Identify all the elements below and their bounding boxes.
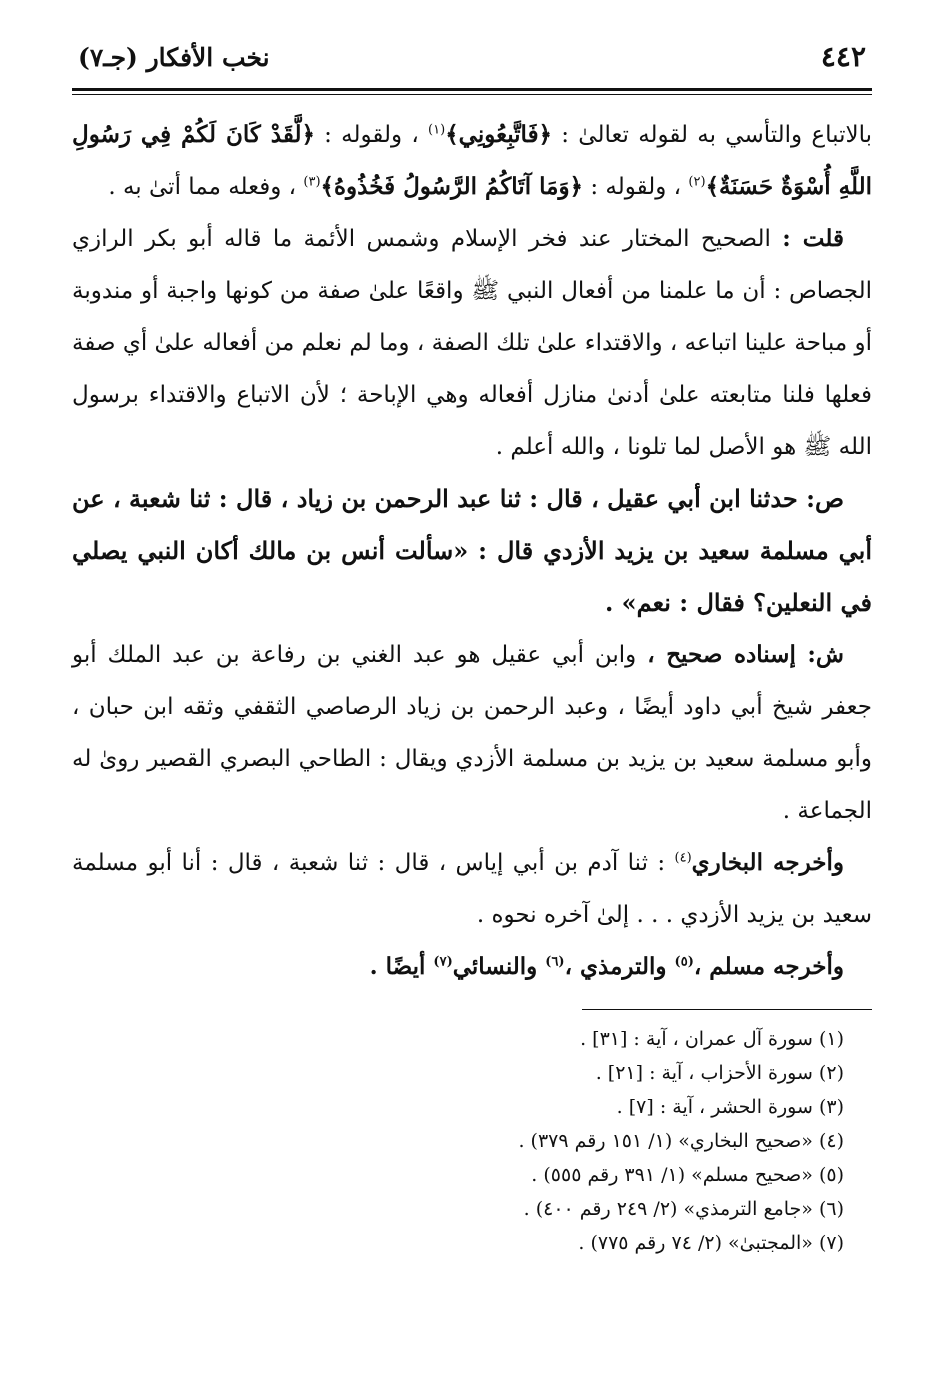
- paragraph-quran-citations: [72, 109, 872, 213]
- footnote-ref: (٥): [674, 954, 694, 970]
- paragraph-lead: ش: إسناده صحيح ،: [647, 641, 844, 668]
- footnote-ref: (٧): [433, 954, 453, 970]
- footnote: (٦) «جامع الترمذي» (٢/ ٢٤٩ رقم ٤٠٠) .: [523, 1198, 844, 1220]
- paragraph-isnad: [72, 629, 872, 837]
- hadith-text: ص: حدثنا ابن أبي عقيل ، قال : ثنا عبد الرحمن بن زياد ، قال : ثنا شعبة ، عن أبي مسلمة سعيد بن يزيد الأزدي قال : «سألت أنس بن مالك أكان النبي يصلي في النعلين؟ فقال : نعم» .: [72, 484, 872, 617]
- page-header: [72, 40, 872, 84]
- footnote: (٧) «المجتبىٰ» (٢/ ٧٤ رقم ٧٧٥) .: [578, 1232, 844, 1254]
- paragraph-lead: قلت :: [782, 225, 844, 252]
- footnote-ref: (٣): [303, 174, 321, 190]
- text-run: ، ولقوله :: [583, 174, 689, 200]
- footnote-ref: (٢): [688, 174, 706, 190]
- book-page: [72, 40, 872, 1260]
- footnote: (٢) سورة الأحزاب ، آية : [٢١] .: [595, 1062, 844, 1084]
- quran-verse: ﴿لَّقَدْ كَانَ لَكُمْ فِي رَسُولِ اللَّهِ أُسْوَةٌ حَسَنَةٌ﴾: [72, 121, 872, 200]
- text-run: والنسائي: [452, 953, 546, 980]
- footnote: (٤) «صحيح البخاري» (١/ ١٥١ رقم ٣٧٩) .: [518, 1130, 844, 1152]
- paragraph-hadith: [72, 473, 872, 629]
- header-rule-thick: [72, 88, 872, 91]
- main-text: [72, 109, 872, 993]
- footnote: (٥) «صحيح مسلم» (١/ ٣٩١ رقم ٥٥٥) .: [531, 1164, 844, 1186]
- text-run: والترمذي ،: [564, 953, 675, 980]
- footnote-separator: [582, 1009, 872, 1010]
- paragraph-bukhari: [72, 837, 872, 941]
- running-title: نخب الأفكار (جـ٧): [78, 43, 270, 72]
- quran-verse: ﴿وَمَا آتَاكُمُ الرَّسُولُ فَخُذُوهُ﴾: [320, 173, 584, 200]
- text-run: وابن أبي عقيل هو عبد الغني بن رفاعة بن عبد الملك أبو جعفر شيخ أبي داود أيضًا ، وعبد الرحمن بن زياد الرصاصي الثقفي وثقه ابن حبان ، وأبو مسلمة سعيد بن يزيد بن مسلمة الأزدي ويقال : الطاحي البصري القصير روىٰ له الجماعة .: [72, 642, 872, 824]
- text-run: ، ولقوله :: [314, 122, 429, 148]
- text-run: بالاتباع والتأسي به لقوله تعالىٰ :: [552, 122, 873, 148]
- text-run: أيضًا .: [369, 953, 434, 980]
- footnote: (٣) سورة الحشر ، آية : [٧] .: [616, 1096, 844, 1118]
- footnote-ref: (٤): [674, 850, 692, 866]
- footnote-ref: (١): [428, 122, 446, 138]
- text-run: الصحيح المختار عند فخر الإسلام وشمس الأئمة ما قاله أبو بكر الرازي الجصاص : أن ما علمنا من أفعال النبي ﷺ واقعًا علىٰ صفة من كونها واجبة أو مندوبة أو مباحة علينا اتباعه ، والاقتداء علىٰ تلك الصفة ، وما لم نعلم من أفعاله علىٰ أي صفة فعلها فلنا متابعته علىٰ أدنىٰ منازل أفعاله وهي الإباحة ؛ لأن الاتباع والاقتداء برسول الله ﷺ هو الأصل لما تلونا ، والله أعلم .: [72, 226, 872, 460]
- paragraph-other-sources: [72, 941, 872, 993]
- text-run: ، وفعله مما أتىٰ به .: [108, 174, 304, 200]
- footnotes: [72, 1022, 872, 1260]
- paragraph-commentary: [72, 213, 872, 473]
- footnote: (١) سورة آل عمران ، آية : [٣١] .: [580, 1028, 844, 1050]
- text-run: : ثنا آدم بن أبي إياس ، قال : ثنا شعبة ، قال : أنا أبو مسلمة سعيد بن يزيد الأزدي . . . إلىٰ آخره نحوه .: [72, 850, 872, 928]
- footnote-ref: (٦): [545, 954, 565, 970]
- text-run: وأخرجه مسلم ،: [693, 953, 844, 980]
- paragraph-lead: وأخرجه البخاري: [691, 849, 844, 876]
- page-number: ٤٤٢: [820, 40, 866, 73]
- quran-verse: ﴿فَاتَّبِعُونِي﴾: [445, 121, 553, 148]
- header-rule-thin: [72, 94, 872, 95]
